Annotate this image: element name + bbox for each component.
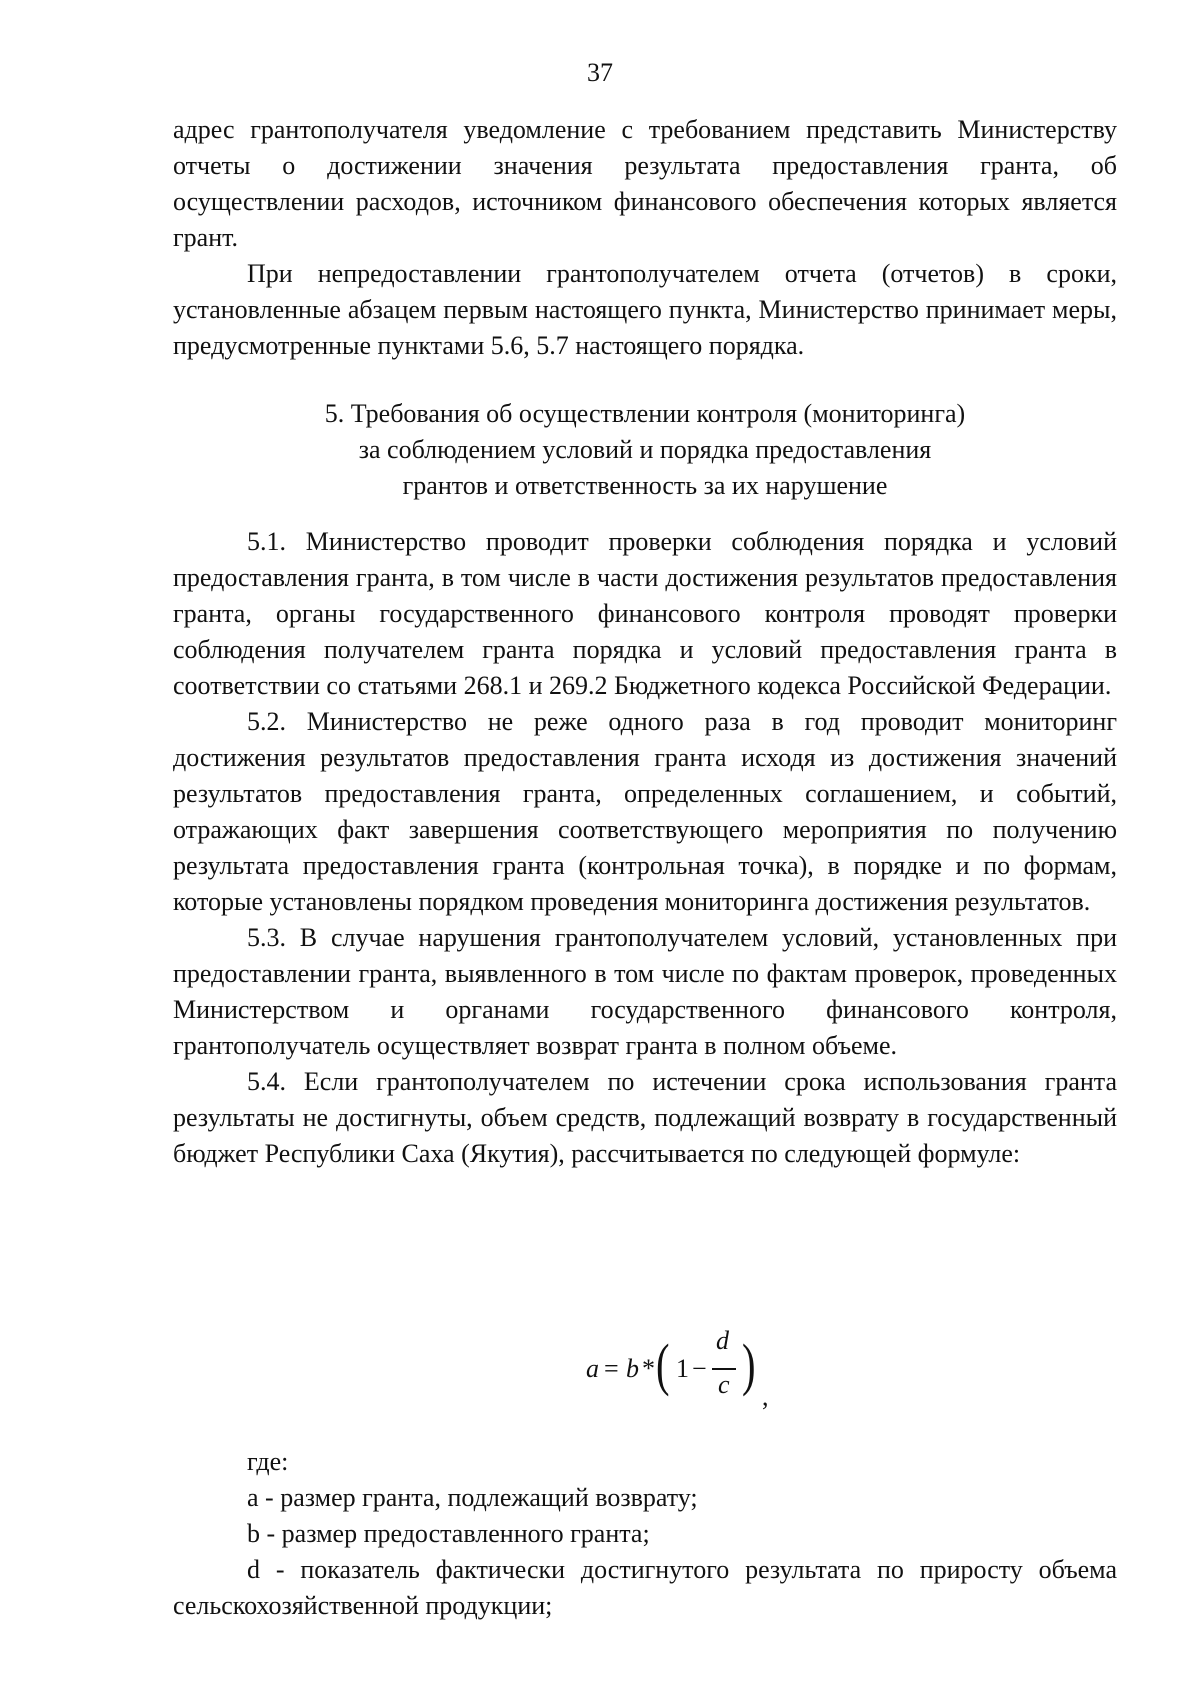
formula-legend (173, 1444, 1117, 1624)
heading-line-2: за соблюдением условий и порядка предоставления (358, 435, 932, 464)
paragraph-5-3: 5.3. В случае нарушения грантополучателем условий, установленных при предоставлении гранта, выявленного в том числе по фактам проверок, проведенных Министерством и органами государственного финансового контроля, грантополучатель осуществляет возврат гранта в полном объеме. (173, 923, 1117, 1060)
section-heading (173, 396, 1117, 504)
formula-a: a (586, 1354, 599, 1383)
heading-line-1: 5. Требования об осуществлении контроля (мониторинга) (324, 399, 966, 428)
formula-minus: − (692, 1354, 707, 1383)
formula-one: 1 (676, 1354, 689, 1383)
formula-numerator: d (716, 1326, 729, 1355)
legend-item-b: b - размер предоставленного гранта; (247, 1519, 650, 1548)
page-number: 37 (587, 58, 613, 87)
top-paragraphs (173, 112, 1117, 364)
formula-denominator: c (718, 1370, 730, 1399)
paragraph-5-2: 5.2. Министерство не реже одного раза в год проводит мониторинг достижения результатов предоставления гранта исходя из достижения значений результатов предоставления гранта, определенных соглашением, и событий, отражающих факт завершения соответствующего мероприятия по получению результата предоставления гранта (контрольная точка), в порядке и по формам, которые установлены порядком проведения мониторинга достижения результатов. (173, 707, 1117, 916)
paragraph-continuation: адрес грантополучателя уведомление с требованием представить Министерству отчеты о достижении значения результата предоставления гранта, об осуществлении расходов, источником финансового обеспечения которых является грант. (173, 115, 1117, 252)
paragraph-5-4: 5.4. Если грантополучателем по истечении срока использования гранта результаты не достигнуты, объем средств, подлежащий возврату в государственный бюджет Республики Саха (Якутия), рассчитывается по следующей формуле: (173, 1067, 1117, 1168)
section-paragraphs (173, 524, 1117, 1172)
paragraph-5-1: 5.1. Министерство проводит проверки соблюдения порядка и условий предоставления гранта, в том числе в части достижения результатов предоставления гранта, органы государственного финансового контроля проводят проверки соблюдения получателем гранта порядка и условий предоставления гранта в соответствии со статьями 268.1 и 269.2 Бюджетного кодекса Российской Федерации. (173, 527, 1117, 700)
formula-multiply: * (642, 1354, 655, 1383)
formula-close-paren: ) (742, 1332, 756, 1397)
heading-line-3: грантов и ответственность за их нарушение (402, 471, 888, 500)
formula-equals: = (604, 1354, 619, 1383)
legend-item-d: d - показатель фактически достигнутого результата по приросту объема сельскохозяйственной продукции; (173, 1555, 1117, 1620)
formula-open-paren: ( (656, 1332, 670, 1397)
paragraph-reports-deadline: При непредоставлении грантополучателем отчета (отчетов) в сроки, установленные абзацем первым настоящего пункта, Министерство принимает меры, предусмотренные пунктами 5.6, 5.7 настоящего порядка. (173, 259, 1117, 360)
legend-label: где: (247, 1447, 289, 1476)
formula-comma: , (762, 1382, 769, 1411)
legend-item-a: а - размер гранта, подлежащий возврату; (247, 1483, 698, 1512)
formula-b: b (626, 1354, 639, 1383)
